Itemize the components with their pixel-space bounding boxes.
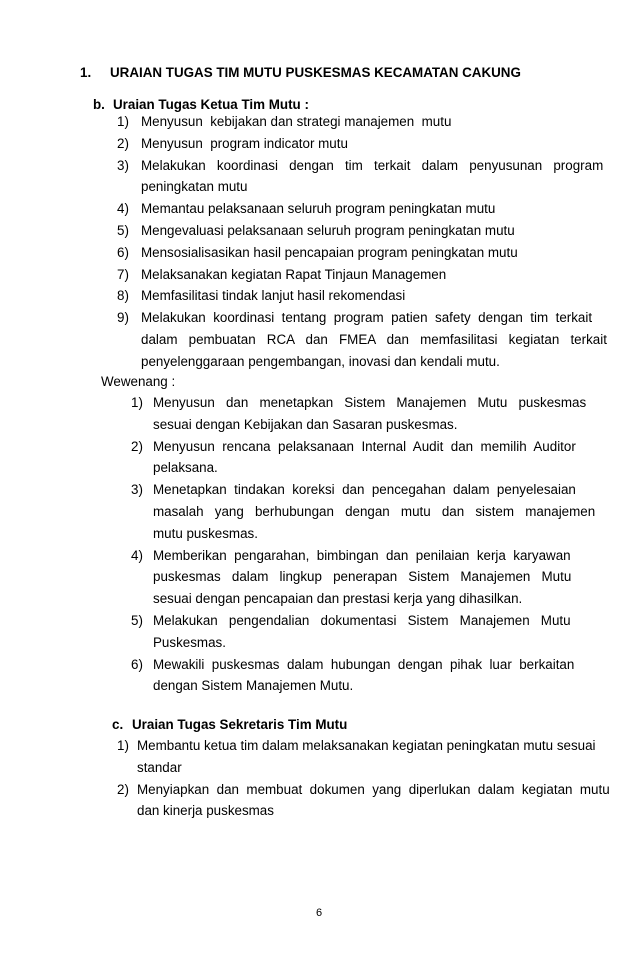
text-line: Menyusun kebijakan dan strategi manajemen mutu [141,114,452,129]
list-item [131,479,596,544]
list-item-number: 6) [117,244,129,260]
text-line: Mengevaluasi pelaksanaan seluruh program peningkatan mutu [141,222,515,238]
section-b-title [93,97,309,112]
text-line: mutu puskesmas. [153,525,258,541]
text-line: Menyusun program indicator mutu [141,135,348,151]
wewenang-list [131,392,596,697]
list-item [131,654,575,698]
list-item-number: 4) [117,201,129,217]
text-line: Memfasilitasi tindak lanjut hasil rekomendasi [141,288,406,304]
text-line: Membantu ketua tim dalam melaksanakan kegiatan peningkatan mutu sesuai [137,738,596,753]
list-item-text [141,111,565,133]
list-item [117,133,565,155]
text-line: Melakukan koordinasi dengan tim terkait dalam penyusunan program [141,157,604,173]
list-item [117,307,607,372]
list-item-text [137,735,596,779]
text-line: dalam pembuatan RCA dan FMEA dan memfasilitasi kegiatan terkait [141,331,607,347]
list-item-number: 7) [117,266,129,282]
list-item-text [141,133,565,155]
list-item-number: 4) [131,547,143,563]
list-item [117,111,565,133]
heading-title: URAIAN TUGAS TIM MUTU PUSKESMAS KECAMATAN CAKUNG [110,65,521,80]
text-line: penyelenggaraan pengembangan, inovasi dan kendali mutu. [141,353,500,369]
list-item-number: 8) [117,288,129,304]
section-c-letter: c. [112,717,124,732]
text-line: Menyusun dan menetapkan Sistem Manajemen Mutu puskesmas [153,395,587,410]
text-line: pelaksana. [153,460,218,476]
list-item-text [141,307,607,372]
list-item-text [141,220,565,242]
text-line: sesuai dengan pencapaian dan prestasi kerja yang dihasilkan. [153,591,523,607]
list-item-number: 1) [131,395,143,410]
text-line: Melakukan koordinasi tentang program patien safety dengan tim terkait [141,310,593,326]
heading-number: 1. [80,65,92,80]
list-item [117,735,596,779]
section-b-letter: b. [93,97,105,112]
text-line: masalah yang berhubungan dengan mutu dan sistem manajemen [153,503,596,519]
list-item-number: 2) [131,438,143,454]
wewenang-label: Wewenang : [101,374,176,389]
page-number: 6 [315,907,323,919]
list-item-number: 1) [117,114,129,129]
list-item [117,242,565,264]
list-item [117,779,610,823]
list-item-text [141,198,565,220]
list-item [117,264,565,286]
list-item-number: 5) [117,222,129,238]
text-line: Menetapkan tindakan koreksi dan pencegahan dalam penyelesaian [153,482,576,498]
list-item [117,285,565,307]
list-item-number: 3) [131,482,143,498]
text-line: Memantau pelaksanaan seluruh program peningkatan mutu [141,201,496,217]
section-c-heading: Uraian Tugas Sekretaris Tim Mutu [132,717,348,732]
list-item-text [153,392,587,436]
text-line: dan kinerja puskesmas [137,803,274,819]
text-line: standar [137,759,182,775]
list-item-number: 2) [117,135,129,151]
section-b-heading: Uraian Tugas Ketua Tim Mutu : [113,97,309,112]
list-item-text [153,479,596,544]
list-item-number: 9) [117,310,129,326]
text-line: puskesmas dalam lingkup penerapan Sistem Manajemen Mutu [153,569,572,585]
text-line: Melaksanakan kegiatan Rapat Tinjaun Managemen [141,266,447,282]
text-line: Mensosialisasikan hasil pencapaian program peningkatan mutu [141,244,518,260]
list-item-number: 1) [117,738,129,753]
section-heading [80,65,521,80]
list-item [131,545,572,610]
sekretaris-task-list [117,735,610,822]
text-line: sesuai dengan Kebijakan dan Sasaran puskesmas. [153,416,458,432]
list-item [117,155,604,199]
list-item-text [141,155,604,199]
list-item [117,198,565,220]
ketua-task-list [117,111,607,373]
list-item-text [137,779,610,823]
list-item-number: 5) [131,612,143,628]
list-item-text [141,264,565,286]
list-item-text [153,545,572,610]
list-item-text [153,436,576,480]
section-c-title [112,717,347,732]
list-item-text [153,654,575,698]
list-item-number: 2) [117,781,129,797]
list-item-text [141,242,565,264]
list-item [117,220,565,242]
text-line: Menyusun rencana pelaksanaan Internal Audit dan memilih Auditor [153,438,576,454]
text-line: Puskesmas. [153,634,226,650]
text-line: Mewakili puskesmas dalam hubungan dengan pihak luar berkaitan [153,656,575,672]
list-item-text [141,285,565,307]
text-line: peningkatan mutu [141,179,248,195]
text-line: dengan Sistem Manajemen Mutu. [153,678,354,694]
list-item [131,610,571,654]
list-item [131,436,576,480]
list-item-text [153,610,571,654]
text-line: Melakukan pengendalian dokumentasi Sistem Manajemen Mutu [153,612,571,628]
list-item-number: 3) [117,157,129,173]
list-item-number: 6) [131,656,143,672]
text-line: Menyiapkan dan membuat dokumen yang diperlukan dalam kegiatan mutu [137,781,610,797]
text-line: Memberikan pengarahan, bimbingan dan penilaian kerja karyawan [153,547,571,563]
list-item [131,392,587,436]
